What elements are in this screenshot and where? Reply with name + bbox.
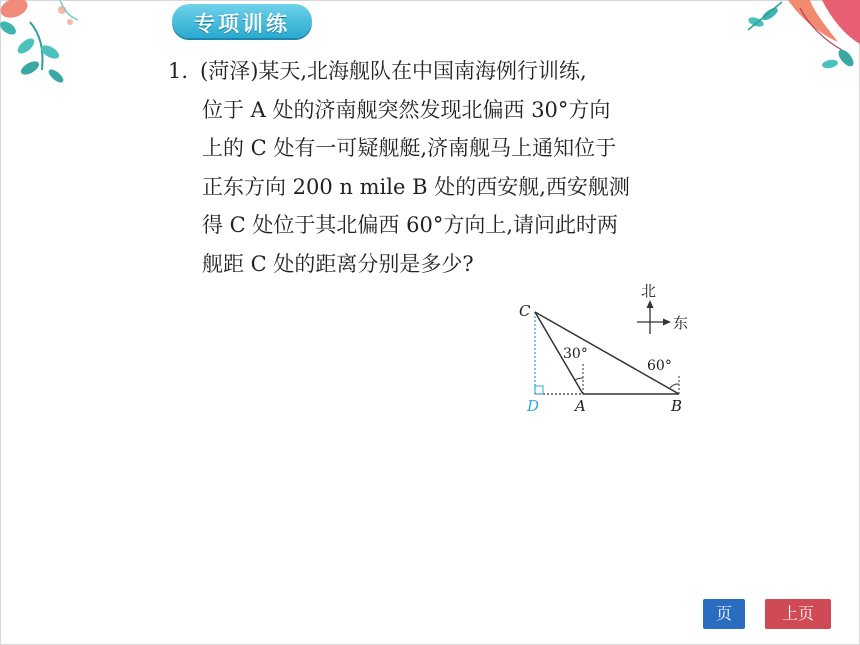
- label-D: D: [527, 397, 540, 412]
- question-line: 舰距 C 处的距离分别是多少?: [202, 251, 474, 276]
- compass-arrow-east: [663, 319, 671, 326]
- triangle-diagram: [511, 280, 695, 412]
- segment-CB: [535, 312, 679, 394]
- angle-label-B: 60°: [647, 358, 672, 374]
- compass-label-north: 北: [641, 282, 657, 300]
- question-number: 1.: [168, 59, 189, 83]
- question-text: [200, 52, 710, 283]
- section-title: 专项训练: [194, 12, 290, 36]
- angle-arc-B: [670, 384, 679, 388]
- question-line: (菏泽)某天,北海舰队在中国南海例行训练,: [200, 59, 587, 83]
- question-line: 上的 C 处有一可疑舰艇,济南舰马上通知位于: [202, 136, 617, 160]
- leaf-decoration-left: [0, 0, 90, 95]
- next-page-button[interactable]: 页: [703, 599, 745, 629]
- compass-label-east: 东: [673, 314, 689, 332]
- prev-page-button[interactable]: 上页: [765, 599, 831, 629]
- question-line: 得 C 处位于其北偏西 60°方向上,请问此时两: [202, 213, 618, 237]
- label-B: B: [671, 397, 683, 412]
- question-line: 位于 A 处的济南舰突然发现北偏西 30°方向: [202, 97, 611, 122]
- angle-arc-A: [575, 378, 583, 380]
- label-A: A: [575, 397, 586, 412]
- leaf-decoration-right: [730, 0, 860, 75]
- label-C: C: [519, 302, 531, 320]
- angle-label-A: 30°: [563, 346, 588, 362]
- right-angle-mark: [535, 386, 543, 394]
- compass-arrow-north: [647, 300, 654, 308]
- section-title-badge: [172, 4, 312, 38]
- question-line: 正东方向 200 n mile B 处的西安舰,西安舰测: [202, 174, 630, 199]
- geometry-figure: [511, 280, 695, 412]
